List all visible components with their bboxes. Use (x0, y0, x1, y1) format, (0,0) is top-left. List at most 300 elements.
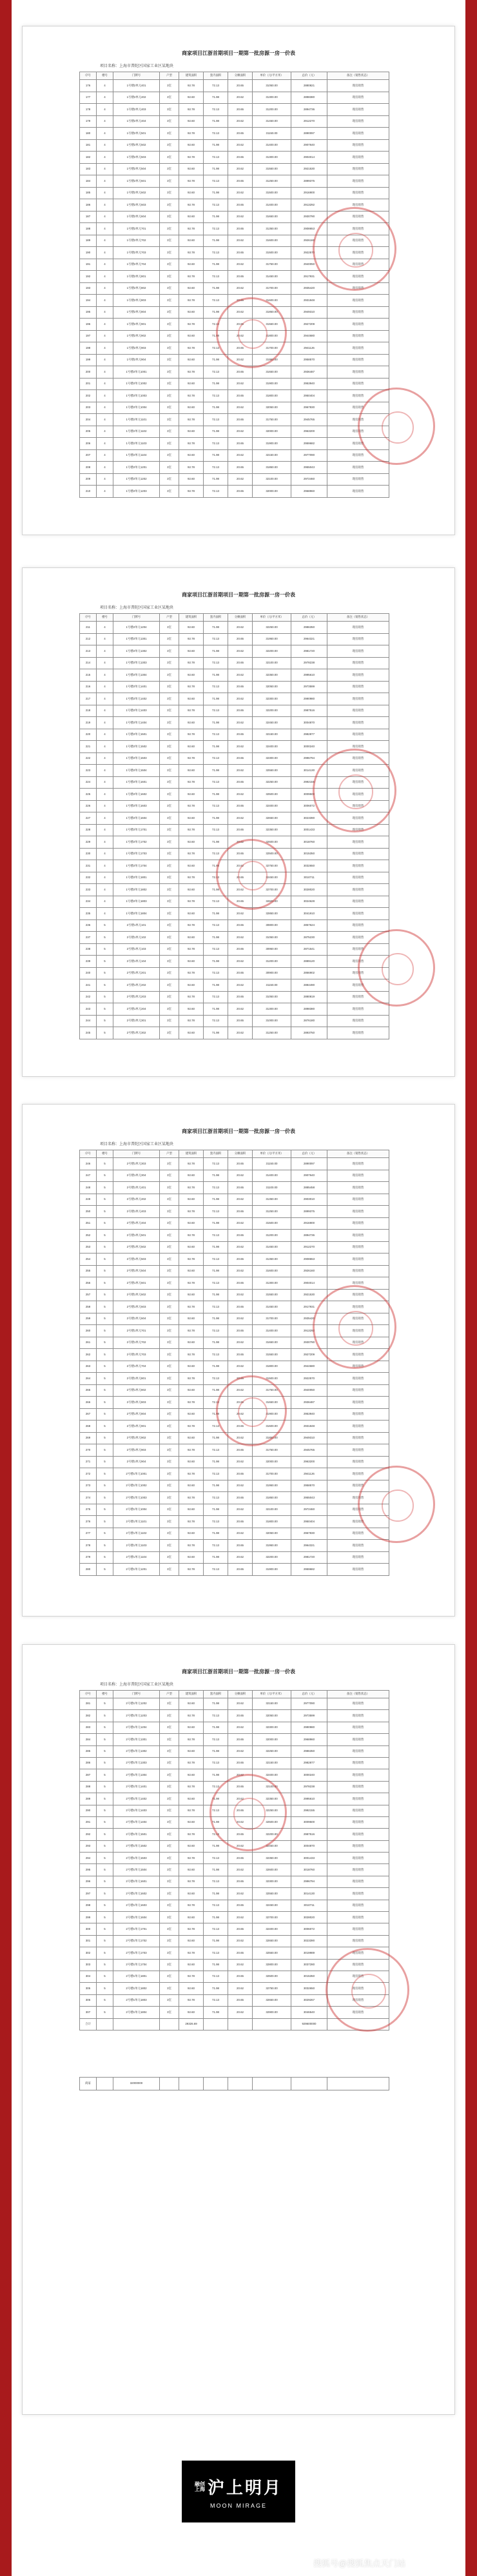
table-cell: 72.13 (204, 438, 228, 450)
table-cell: 20.62 (228, 956, 253, 968)
table-cell: 92.60 (179, 1432, 204, 1444)
table-row (80, 1540, 389, 1552)
table-cell: 244 (80, 1015, 97, 1027)
table-cell: 72.13 (204, 752, 228, 765)
table-cell: 3室 (160, 414, 179, 426)
table-cell: 20.62 (228, 1745, 253, 1757)
table-cell: 20.65 (228, 1540, 253, 1552)
table-cell: 72.13 (204, 1421, 228, 1433)
table-cell: 现房销售 (327, 366, 389, 379)
table-cell: 31450.00 (253, 271, 291, 283)
table-header-cell: 门牌号 (113, 1691, 160, 1698)
table-cell: 1号楼2单元603 (113, 199, 160, 211)
table-cell: 20.65 (228, 657, 253, 669)
table-cell: 92.60 (179, 1864, 204, 1876)
table-cell: 5 (97, 1158, 113, 1170)
table-cell: 31250.00 (253, 1206, 291, 1218)
table-row (80, 271, 389, 283)
table-cell: 20.65 (228, 1421, 253, 1433)
table-cell: 5 (97, 1805, 113, 1816)
table-cell: 20.62 (228, 259, 253, 271)
table-row (80, 1888, 389, 1900)
table-cell: 4 (97, 80, 113, 92)
table-row (80, 1015, 389, 1027)
table-cell: 1号楼2单元1501 (113, 729, 160, 741)
table-cell: 71.98 (204, 1194, 228, 1206)
table-cell: 31350.00 (253, 1194, 291, 1206)
table-cell: 92.78 (179, 1710, 204, 1722)
table-cell: 3室 (160, 306, 179, 319)
table-cell: 92.78 (179, 80, 204, 92)
table-cell: 3室 (160, 1158, 179, 1170)
table-cell: 72.13 (204, 271, 228, 283)
table-cell: 187 (80, 211, 97, 223)
table-cell: 2号楼1单元902 (113, 1432, 160, 1444)
table-cell: 3室 (160, 1277, 179, 1290)
table-row (80, 1551, 389, 1564)
project-label: 项目名称：上海市普陀区国家工业区某地块 (100, 606, 174, 610)
table-cell: 261 (80, 1337, 97, 1349)
table-cell: 32350.00 (253, 824, 291, 836)
table-cell: 31200.00 (253, 104, 291, 116)
table-row (80, 824, 389, 836)
table-cell: 217 (80, 693, 97, 705)
table-cell: 3室 (160, 1301, 179, 1313)
table-cell: 71.98 (204, 1983, 228, 1994)
table-cell: 2号楼1单元1702 (113, 1935, 160, 1947)
table-row (80, 175, 389, 188)
table-cell: 2号楼1单元1203 (113, 1710, 160, 1722)
table-cell: 278 (80, 1540, 97, 1552)
table-cell: 5 (97, 1900, 113, 1911)
table-cell: 20.62 (228, 378, 253, 390)
table-cell: 92.60 (179, 1241, 204, 1254)
table-cell: 71.98 (204, 1698, 228, 1710)
table-row (80, 223, 389, 235)
table-cell: 20.62 (228, 1959, 253, 1971)
table-header-cell: 门牌号 (113, 614, 160, 622)
table-cell: 5 (97, 1015, 113, 1027)
table-cell: 1号楼2单元401 (113, 80, 160, 92)
table-cell: 现房销售 (327, 1456, 389, 1468)
table-cell: 2968960 (291, 486, 327, 498)
table-cell: 92.60 (179, 1289, 204, 1301)
table-cell: 3室 (160, 1722, 179, 1733)
table-row (80, 1876, 389, 1887)
table-cell: 20.62 (228, 1408, 253, 1421)
table-cell: 72.13 (204, 1853, 228, 1864)
table-cell: 20.65 (228, 1015, 253, 1027)
table-cell: 268 (80, 1421, 97, 1433)
table-cell: 71.98 (204, 1722, 228, 1733)
table-cell: 1号楼2单元1103 (113, 438, 160, 450)
table-cell: 2号楼1单元503 (113, 1254, 160, 1266)
table-cell: 5 (97, 1551, 113, 1564)
table-cell: 92.78 (179, 729, 204, 741)
table-header-cell: 户型 (160, 1150, 179, 1158)
table-cell: 2号楼1单元802 (113, 1384, 160, 1397)
table-cell: 92.78 (179, 1492, 204, 1504)
table-cell: 3室 (160, 1313, 179, 1325)
table-cell: 92.78 (179, 1015, 204, 1027)
table-cell: 222 (80, 752, 97, 765)
table-cell: 71.98 (204, 259, 228, 271)
table-row (80, 330, 389, 342)
table-cell: 71.98 (204, 92, 228, 104)
table-header-cell: 序号 (80, 1691, 97, 1698)
table-cell: 305 (80, 1983, 97, 1994)
table-cell: 5 (97, 1722, 113, 1733)
table-cell: 20.65 (228, 896, 253, 908)
table-cell: 3032650 (291, 860, 327, 872)
table-cell: 32850.00 (253, 908, 291, 920)
table-cell: 3室 (160, 1734, 179, 1745)
table-cell: 198 (80, 342, 97, 355)
table-header-cell: 套内面积 (204, 1691, 228, 1698)
table-cell: 262 (80, 1349, 97, 1361)
table-cell: 2号楼1单元1704 (113, 1959, 160, 1971)
table-cell: 72.13 (204, 657, 228, 669)
table-cell: 240 (80, 967, 97, 979)
table-cell: 现房销售 (327, 1793, 389, 1805)
table-cell: 5 (97, 1971, 113, 1982)
table-cell: 32600.00 (253, 896, 291, 908)
table-cell: 20.62 (228, 979, 253, 992)
table-row (80, 462, 389, 474)
table-cell: 4 (97, 128, 113, 140)
table-cell: 31400.00 (253, 139, 291, 152)
table-row (80, 1230, 389, 1242)
table-cell: 现房销售 (327, 622, 389, 634)
table-cell: 现房销售 (327, 824, 389, 836)
table-cell: 20.65 (228, 776, 253, 789)
table-cell: 2968960 (291, 1734, 327, 1745)
table-cell: 1号楼2单元1802 (113, 884, 160, 896)
table-cell: 224 (80, 776, 97, 789)
table-cell: 31950.00 (253, 1480, 291, 1492)
table-cell: 现房销售 (327, 908, 389, 920)
table-cell: 2号楼1单元102 (113, 932, 160, 944)
table-cell: 71.98 (204, 1384, 228, 1397)
table-cell: 208 (80, 462, 97, 474)
table-cell: 5 (97, 1325, 113, 1337)
table-cell: 31500.00 (253, 1373, 291, 1385)
table-cell: 现房销售 (327, 1816, 389, 1828)
table-cell: 242 (80, 991, 97, 1003)
table-cell: 20.62 (228, 1361, 253, 1373)
table-cell: 5 (97, 1265, 113, 1277)
table-cell: 4 (97, 752, 113, 765)
table-cell: 2936487 (291, 1397, 327, 1409)
table-cell: 2号楼1单元501 (113, 1230, 160, 1242)
table-cell: 32650.00 (253, 812, 291, 825)
table-cell: 2981720 (291, 645, 327, 658)
table-cell: 249 (80, 1194, 97, 1206)
table-cell: 4 (97, 622, 113, 634)
table-cell: 32400.00 (253, 741, 291, 753)
table-cell: 31650.00 (253, 211, 291, 223)
table-cell: 1号楼2单元1301 (113, 633, 160, 645)
table-cell: 71.98 (204, 235, 228, 247)
table-cell: 31400.00 (253, 1170, 291, 1182)
table-cell: 212 (80, 633, 97, 645)
table-cell: 2898380 (291, 1003, 327, 1016)
table-cell: 3室 (160, 681, 179, 693)
table-cell: 3室 (160, 1698, 179, 1710)
page-title: 商家项目江浙首期项目一期第一批房源一房一价表 (182, 592, 295, 598)
table-row (80, 705, 389, 717)
table-cell: 71.98 (204, 622, 228, 634)
table-cell: 20.62 (228, 884, 253, 896)
table-cell: 5 (97, 1241, 113, 1254)
table-cell: 3006072 (291, 1923, 327, 1935)
table-cell: 72.13 (204, 1781, 228, 1793)
table-cell: 3室 (160, 800, 179, 812)
table-cell: 4 (97, 693, 113, 705)
table-cell: 20.62 (228, 1840, 253, 1852)
table-cell: 现房销售 (327, 1384, 389, 1397)
table-row (80, 741, 389, 753)
table-cell: 5 (97, 1504, 113, 1516)
table-cell: 20.65 (228, 1516, 253, 1528)
table-cell: 92.60 (179, 1217, 204, 1230)
table-row (80, 1265, 389, 1277)
table-cell: 3室 (160, 187, 179, 199)
table-cell: 现房销售 (327, 414, 389, 426)
table-cell: 92.78 (179, 1444, 204, 1457)
table-cell: 4 (97, 426, 113, 438)
table-cell: 20.65 (228, 1876, 253, 1887)
table-cell: 1号楼2单元1204 (113, 622, 160, 634)
table-cell: 20.62 (228, 115, 253, 128)
table-cell: 5 (97, 1421, 113, 1433)
table-cell: 20.62 (228, 426, 253, 438)
table-cell: 32100.00 (253, 473, 291, 486)
table-cell: 20.65 (228, 824, 253, 836)
table-cell: 255 (80, 1265, 97, 1277)
table-cell: 2号楼1单元1202 (113, 1698, 160, 1710)
table-cell: 现房销售 (327, 259, 389, 271)
table-cell: 4 (97, 800, 113, 812)
table-cell: 20.62 (228, 860, 253, 872)
table-cell: 92.60 (179, 908, 204, 920)
table-cell: 92.60 (179, 2007, 204, 2018)
table-row (80, 932, 389, 944)
summary-cell (160, 2078, 179, 2090)
table-row (80, 1170, 389, 1182)
table-cell: 20.65 (228, 295, 253, 307)
table-cell: 2958570 (291, 1480, 327, 1492)
table-cell: 32700.00 (253, 1912, 291, 1923)
table-cell: 31900.00 (253, 378, 291, 390)
table-cell: 32050.00 (253, 1528, 291, 1540)
table-cell: 258 (80, 1301, 97, 1313)
table-cell: 2967830 (291, 402, 327, 414)
table-cell: 3室 (160, 1241, 179, 1254)
table-cell: 92.60 (179, 836, 204, 849)
table-cell: 2号楼1单元203 (113, 991, 160, 1003)
table-cell: 92.60 (179, 449, 204, 462)
table-row (80, 1781, 389, 1793)
table-cell: 31600.00 (253, 1265, 291, 1277)
table-cell: 72.13 (204, 175, 228, 188)
table-row (80, 128, 389, 140)
table-cell: 2940050 (291, 1384, 327, 1397)
table-cell: 现房销售 (327, 1840, 389, 1852)
table-cell: 2899375 (291, 175, 327, 188)
table-row (80, 486, 389, 498)
table-cell: 20.62 (228, 1265, 253, 1277)
table-row (80, 1277, 389, 1290)
table-row (80, 681, 389, 693)
table-cell: 20.65 (228, 1158, 253, 1170)
table-cell: 92.60 (179, 92, 204, 104)
table-cell: 71.98 (204, 1745, 228, 1757)
table-cell: 20.62 (228, 1551, 253, 1564)
table-cell: 72.13 (204, 1516, 228, 1528)
table-cell: 71.98 (204, 1793, 228, 1805)
table-cell: 92.60 (179, 1480, 204, 1492)
table-cell: 现房销售 (327, 1361, 389, 1373)
table-cell: 3室 (160, 776, 179, 789)
table-cell: 3001433 (291, 1853, 327, 1864)
table-cell: 3室 (160, 1971, 179, 1982)
table-cell: 31600.00 (253, 1421, 291, 1433)
table-row (80, 1325, 389, 1337)
table-total-cell (327, 2018, 389, 2030)
table-cell: 279 (80, 1551, 97, 1564)
table-cell: 213 (80, 645, 97, 658)
table-row (80, 1182, 389, 1194)
table-cell: 276 (80, 1516, 97, 1528)
table-cell: 272 (80, 1468, 97, 1480)
table-cell: 20.62 (228, 836, 253, 849)
table-cell: 199 (80, 354, 97, 366)
table-cell: 201 (80, 378, 97, 390)
table-cell: 现房销售 (327, 836, 389, 849)
table-row (80, 669, 389, 682)
table-cell: 32300.00 (253, 693, 291, 705)
table-cell: 31500.00 (253, 187, 291, 199)
table-row (80, 1564, 389, 1576)
table-cell: 92.78 (179, 1734, 204, 1745)
table-cell: 204 (80, 414, 97, 426)
table-cell: 20.62 (228, 1888, 253, 1900)
logo-english-text: MOON MIRAGE (209, 2502, 267, 2509)
table-cell: 现房销售 (327, 235, 389, 247)
table-cell: 92.60 (179, 1983, 204, 1994)
table-cell: 20.65 (228, 1564, 253, 1576)
table-cell: 32300.00 (253, 1722, 291, 1733)
table-cell: 32350.00 (253, 1853, 291, 1864)
table-row (80, 1757, 389, 1769)
table-cell: 现房销售 (327, 1745, 389, 1757)
table-total-row (80, 2018, 389, 2030)
table-row (80, 1528, 389, 1540)
table-cell: 32050.00 (253, 681, 291, 693)
table-cell: 2880821 (291, 80, 327, 92)
table-cell: 现房销售 (327, 319, 389, 331)
table-cell: 4 (97, 836, 113, 849)
table-cell: 现房销售 (327, 1492, 389, 1504)
table-cell: 4 (97, 366, 113, 379)
table-cell: 3室 (160, 295, 179, 307)
table-row (80, 1289, 389, 1301)
table-cell: 3032650 (291, 1983, 327, 1994)
table-cell: 5 (97, 1710, 113, 1722)
table-cell: 现房销售 (327, 271, 389, 283)
table-cell: 2号楼1单元604 (113, 1313, 160, 1325)
table-cell: 现房销售 (327, 115, 389, 128)
table-cell: 5 (97, 1935, 113, 1947)
table-cell: 3室 (160, 705, 179, 717)
table-cell: 现房销售 (327, 872, 389, 884)
table-total-cell: 929600000 (291, 2018, 327, 2030)
table-cell: 180 (80, 128, 97, 140)
table-cell: 3室 (160, 1864, 179, 1876)
table-cell: 3室 (160, 259, 179, 271)
table-cell: 20.62 (228, 306, 253, 319)
table-cell: 92.78 (179, 657, 204, 669)
table-cell: 20.62 (228, 1864, 253, 1876)
table-cell: 31550.00 (253, 163, 291, 175)
table-row (80, 1003, 389, 1016)
table-cell: 20.62 (228, 1816, 253, 1828)
table-cell: 3室 (160, 378, 179, 390)
table-cell: 2958570 (291, 354, 327, 366)
table-cell: 2号楼1单元903 (113, 1444, 160, 1457)
table-row (80, 860, 389, 872)
table-cell: 72.13 (204, 1540, 228, 1552)
table-cell: 31700.00 (253, 1313, 291, 1325)
table-cell: 现房销售 (327, 295, 389, 307)
table-cell: 71.98 (204, 1480, 228, 1492)
table-cell: 现房销售 (327, 1301, 389, 1313)
table-cell: 32500.00 (253, 789, 291, 801)
table-cell: 307 (80, 2007, 97, 2018)
table-cell: 2号楼1单元104 (113, 956, 160, 968)
table-cell: 72.13 (204, 848, 228, 860)
table-cell: 32350.00 (253, 1793, 291, 1805)
table-cell: 现房销售 (327, 1853, 389, 1864)
table-cell: 1号楼2单元1402 (113, 693, 160, 705)
table-cell: 3室 (160, 199, 179, 211)
table-row (80, 438, 389, 450)
table-cell: 20.62 (228, 717, 253, 729)
table-cell: 92.78 (179, 486, 204, 498)
table-cell: 205 (80, 426, 97, 438)
table-cell: 2号楼1单元202 (113, 979, 160, 992)
table-cell: 5 (97, 1217, 113, 1230)
table-row (80, 115, 389, 128)
table-cell: 5 (97, 1994, 113, 2006)
table-cell: 2号楼1单元901 (113, 1421, 160, 1433)
table-cell: 1号楼2单元1003 (113, 390, 160, 402)
table-row (80, 884, 389, 896)
table-cell: 92.60 (179, 1816, 204, 1828)
table-cell: 20.62 (228, 1504, 253, 1516)
table-cell: 2号楼1单元804 (113, 1408, 160, 1421)
table-cell: 1号楼2单元601 (113, 175, 160, 188)
table-cell: 4 (97, 211, 113, 223)
table-row (80, 657, 389, 669)
table-cell: 5 (97, 1027, 113, 1039)
sohu-icon (300, 2558, 310, 2568)
table-cell: 3室 (160, 669, 179, 682)
table-cell: 现房销售 (327, 211, 389, 223)
table-cell: 2号楼1单元1503 (113, 1853, 160, 1864)
table-cell: 1号楼2单元1703 (113, 848, 160, 860)
